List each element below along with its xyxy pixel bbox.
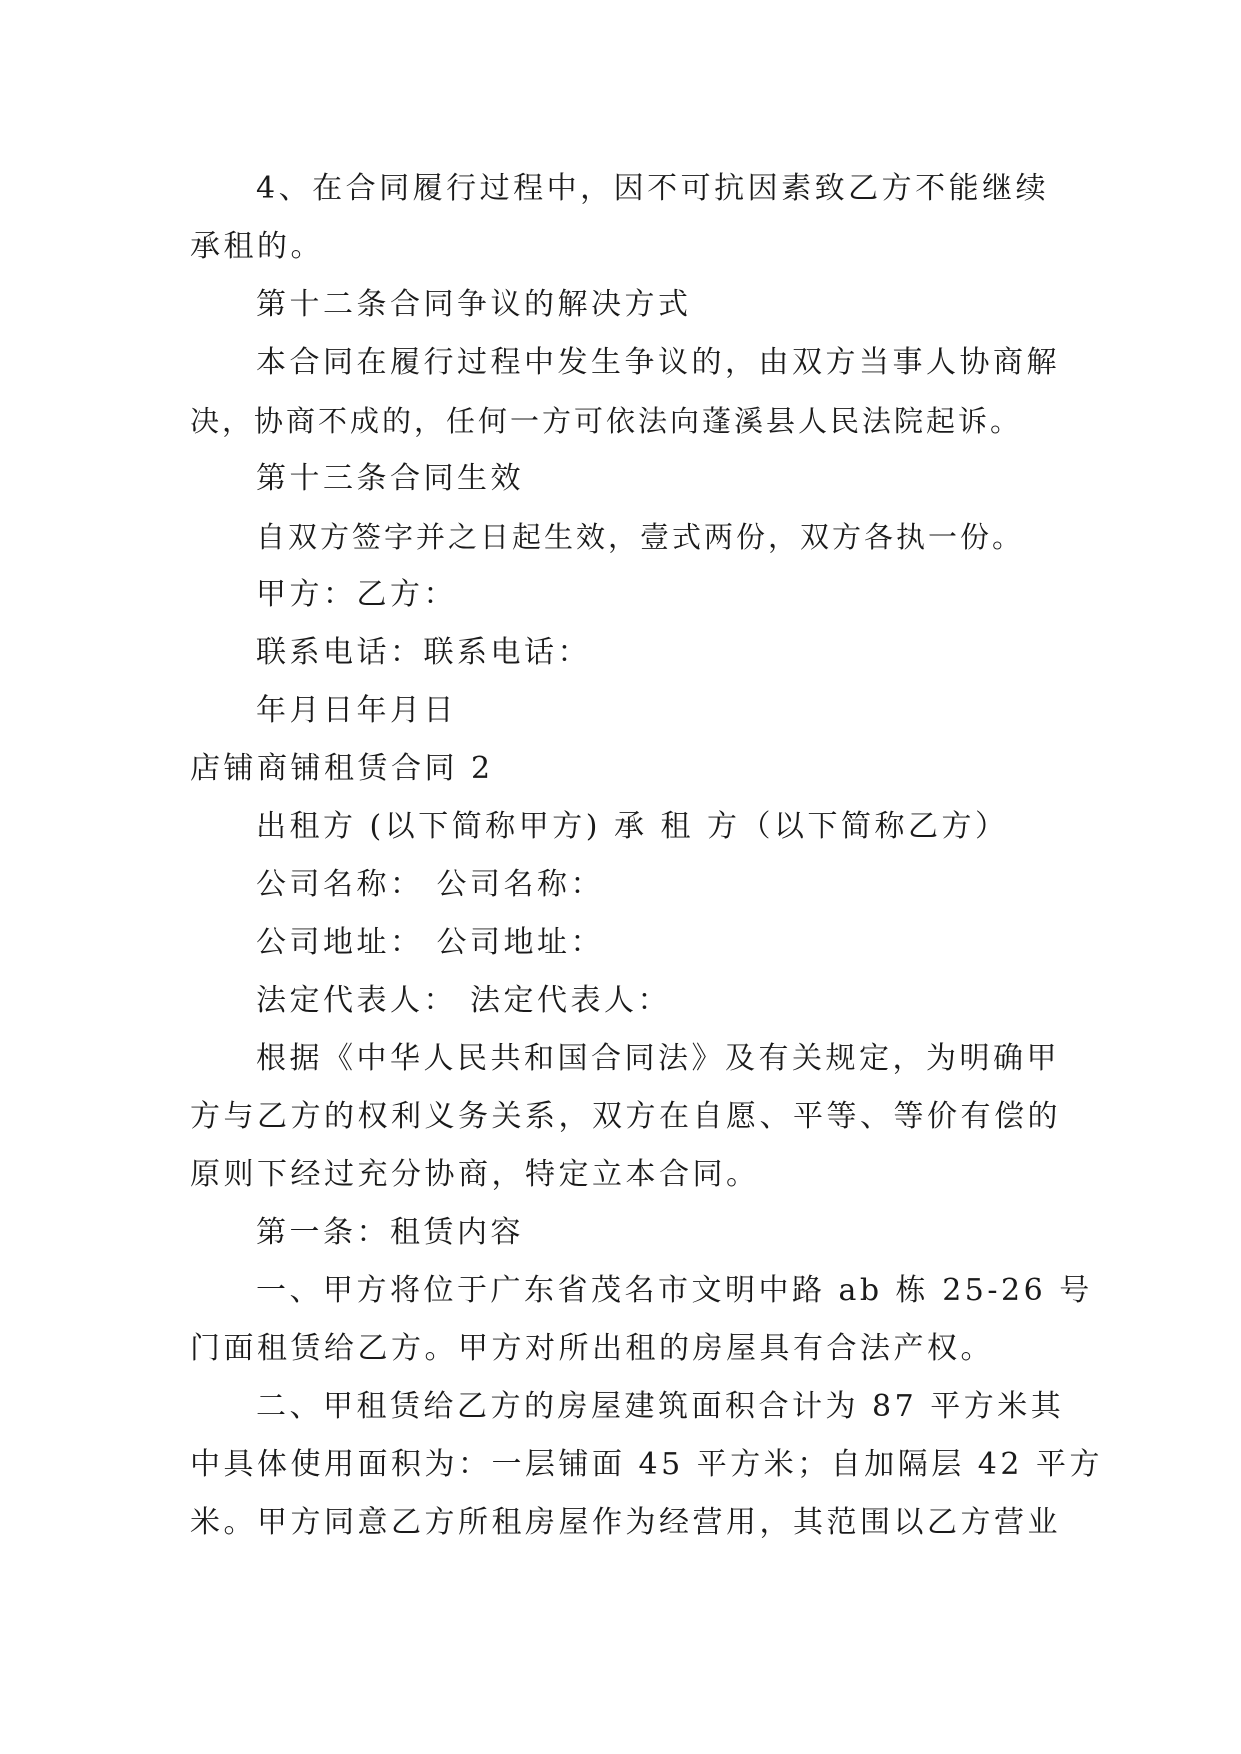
text-line: 出租方 (以下简称甲方) 承 租 方（以下简称乙方） — [256, 809, 1009, 844]
signature-line: 甲方：乙方： — [256, 577, 457, 612]
signature-line: 联系电话：联系电话： — [256, 635, 591, 670]
section-heading: 第十二条合同争议的解决方式 — [256, 287, 692, 322]
text-line: 根据《中华人民共和国合同法》及有关规定，为明确甲 — [256, 1041, 1060, 1076]
text-line: 门面租赁给乙方。甲方对所出租的房屋具有合法产权。 — [190, 1331, 994, 1366]
text-line: 一、甲方将位于广东省茂名市文明中路 ab 栋 25-26 号 — [256, 1273, 1093, 1308]
document-title: 店铺商铺租赁合同 2 — [190, 751, 494, 786]
text-line: 4、在合同履行过程中，因不可抗因素致乙方不能继续 — [256, 171, 1050, 206]
text-line: 决，协商不成的，任何一方可依法向蓬溪县人民法院起诉。 — [190, 404, 1023, 438]
section-heading: 第一条：租赁内容 — [256, 1215, 524, 1250]
text-line: 自双方签字并之日起生效，壹式两份，双方各执一份。 — [256, 520, 1025, 554]
text-line: 方与乙方的权利义务关系，双方在自愿、平等、等价有偿的 — [190, 1099, 1061, 1134]
signature-line: 年月日年月日 — [256, 693, 457, 728]
text-line: 公司地址： 公司地址： — [256, 925, 605, 960]
text-line: 承租的。 — [190, 229, 324, 264]
text-line: 公司名称： 公司名称： — [256, 867, 605, 902]
text-line: 法定代表人： 法定代表人： — [256, 983, 672, 1018]
text-line: 米。甲方同意乙方所租房屋作为经营用，其范围以乙方营业 — [190, 1505, 1061, 1540]
section-heading: 第十三条合同生效 — [256, 461, 524, 496]
document-body — [190, 160, 1103, 1552]
text-line: 中具体使用面积为：一层铺面 45 平方米；自加隔层 42 平方 — [190, 1447, 1103, 1482]
text-line: 原则下经过充分协商，特定立本合同。 — [190, 1157, 760, 1192]
text-line: 二、甲租赁给乙方的房屋建筑面积合计为 87 平方米其 — [256, 1389, 1065, 1424]
text-line: 本合同在履行过程中发生争议的，由双方当事人协商解 — [256, 345, 1060, 380]
